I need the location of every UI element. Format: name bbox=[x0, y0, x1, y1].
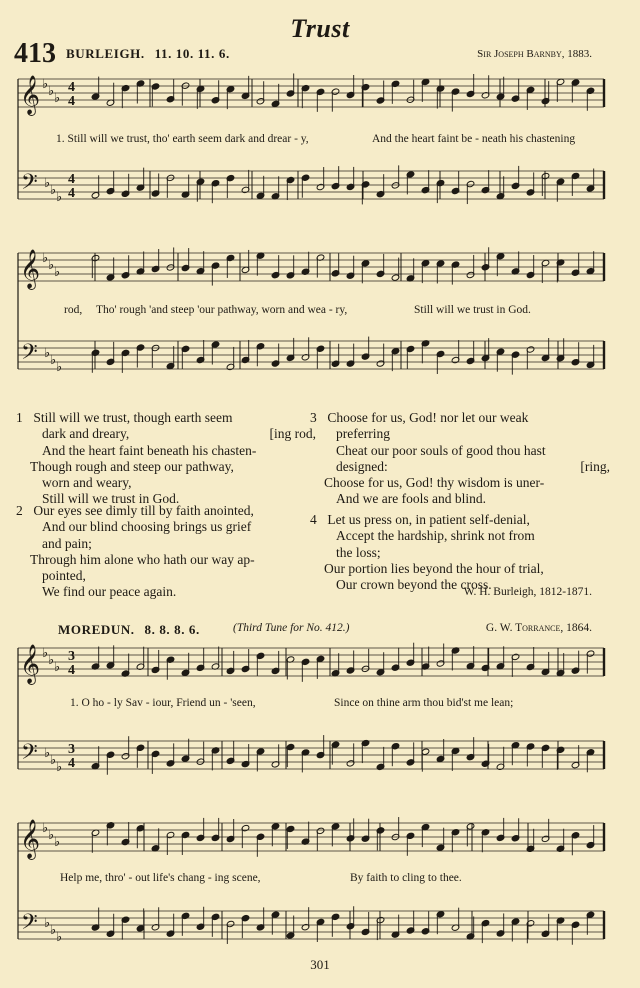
flat-icon: ♭ bbox=[44, 915, 51, 930]
bass-clef-icon: 𝄢 bbox=[21, 170, 38, 200]
tune2-underlay-1a: 1. O ho - ly Sav - iour, Friend un - 'seen, bbox=[70, 697, 256, 709]
time-signature: 4 bbox=[68, 172, 75, 187]
tune-meter: 11. 10. 11. 6. bbox=[154, 46, 230, 61]
tune2-name: MOREDUN. bbox=[58, 622, 135, 637]
stanza-line: the loss; bbox=[336, 544, 381, 560]
bass-clef-icon: 𝄢 bbox=[21, 340, 38, 370]
time-signature: 4 bbox=[68, 756, 75, 771]
bass-clef-icon: 𝄢 bbox=[21, 910, 38, 940]
stanza-line: Our portion lies beyond the hour of trial, bbox=[324, 560, 544, 576]
underlay-2a: rod, bbox=[64, 304, 83, 316]
time-signature: 4 bbox=[68, 186, 75, 201]
flat-icon: ♭ bbox=[54, 90, 61, 105]
stanza-line: Cheat our poor souls of good thou hast bbox=[336, 442, 546, 458]
stanza-line: Our crown beyond the cross. bbox=[336, 577, 492, 593]
underlay-2c: Still will we trust in God. bbox=[414, 304, 531, 316]
flat-icon: ♭ bbox=[54, 834, 61, 849]
flat-icon: ♭ bbox=[56, 189, 63, 204]
stanza-number: 2 bbox=[16, 503, 23, 518]
stanza-line: And the heart faint beneath his chasten- bbox=[42, 442, 257, 458]
stanza-line: worn and weary, bbox=[42, 475, 132, 491]
stanza-line: We find our peace again. bbox=[42, 584, 177, 600]
stanza-line: and pain; bbox=[42, 535, 92, 551]
stanza-number: 3 bbox=[310, 410, 317, 425]
flat-icon: ♭ bbox=[44, 175, 51, 190]
flat-icon: ♭ bbox=[50, 352, 57, 367]
stanza-line: dark and dreary, bbox=[42, 426, 130, 442]
flat-icon: ♭ bbox=[48, 83, 55, 98]
flat-icon: ♭ bbox=[42, 645, 49, 660]
stanza-line: Still will we trust, though earth seem bbox=[33, 410, 233, 425]
time-signature: 4 bbox=[68, 94, 75, 109]
stanza-line: Let us press on, in patient self-denial, bbox=[327, 512, 530, 527]
underlay-1b: And the heart faint be - neath his chastening bbox=[372, 133, 576, 145]
flat-icon: ♭ bbox=[48, 257, 55, 272]
stanza-line: [ring, bbox=[580, 458, 610, 474]
bass-clef-icon: 𝄢 bbox=[21, 740, 38, 770]
stanza-line: pointed, bbox=[42, 568, 86, 584]
time-signature: 4 bbox=[68, 80, 75, 95]
flat-icon: ♭ bbox=[42, 820, 49, 835]
flat-icon: ♭ bbox=[50, 182, 57, 197]
flat-icon: ♭ bbox=[56, 929, 63, 944]
stanza-number: 4 bbox=[310, 512, 317, 527]
stanza-number: 1 bbox=[16, 410, 23, 425]
tune2-underlay-2b: By faith to cling to thee. bbox=[350, 872, 462, 884]
flat-icon: ♭ bbox=[48, 827, 55, 842]
treble-clef-icon: 𝄞 bbox=[20, 644, 41, 684]
stanza-line: Though rough and steep our pathway, bbox=[30, 458, 234, 474]
flat-icon: ♭ bbox=[42, 76, 49, 91]
flat-icon: ♭ bbox=[54, 659, 61, 674]
flat-icon: ♭ bbox=[56, 759, 63, 774]
section-title: Trust bbox=[290, 14, 350, 43]
time-signature: 4 bbox=[68, 663, 75, 678]
stanza-line: Still will we trust in God. bbox=[42, 491, 180, 507]
stanza-line: Our eyes see dimly till by faith anointed, bbox=[33, 503, 254, 518]
stanza-line: Through him alone who hath our way ap- bbox=[30, 551, 255, 567]
time-signature: 3 bbox=[68, 742, 75, 757]
stanza-line: And we are fools and blind. bbox=[336, 491, 486, 507]
stanza-line: And our blind choosing brings us grief bbox=[42, 519, 252, 535]
page-number: 301 bbox=[310, 957, 330, 972]
stanza-line: designed: bbox=[336, 458, 388, 474]
composer-credit: Sir Joseph Barnby, 1883. bbox=[477, 48, 592, 60]
treble-clef-icon: 𝄞 bbox=[20, 75, 41, 115]
time-signature: 3 bbox=[68, 649, 75, 664]
flat-icon: ♭ bbox=[54, 264, 61, 279]
stanza-line: Choose for us, God! thy wisdom is uner- bbox=[324, 475, 545, 491]
tune2-underlay-2a: Help me, thro' - out life's chang - ing scene, bbox=[60, 872, 261, 884]
stanza-2 bbox=[16, 503, 316, 601]
stanza-1 bbox=[16, 410, 316, 508]
flat-icon: ♭ bbox=[44, 745, 51, 760]
flat-icon: ♭ bbox=[50, 922, 57, 937]
tune2-underlay-1b: Since on thine arm thou bid'st me lean; bbox=[334, 697, 514, 709]
flat-icon: ♭ bbox=[48, 652, 55, 667]
tune2-reference: (Third Tune for No. 412.) bbox=[233, 622, 350, 634]
stanza-line: Accept the hardship, shrink not from bbox=[336, 528, 535, 544]
stanza-3 bbox=[310, 410, 610, 508]
treble-clef-icon: 𝄞 bbox=[20, 819, 41, 859]
tune2-meter: 8. 8. 8. 6. bbox=[144, 622, 200, 637]
flat-icon: ♭ bbox=[56, 359, 63, 374]
stanza-line: preferring bbox=[336, 426, 390, 442]
stanza-line: [ing rod, bbox=[269, 426, 316, 442]
tune2-composer: G. W. Torrance, 1864. bbox=[485, 622, 592, 634]
treble-clef-icon: 𝄞 bbox=[20, 249, 41, 289]
underlay-2b: Tho' rough 'and steep 'our pathway, worn and wea - ry, bbox=[96, 304, 348, 316]
hymn-number: 413 bbox=[14, 38, 56, 69]
tune-name: BURLEIGH. bbox=[66, 46, 145, 61]
text-attribution: W. H. Burleigh, 1812-1871. bbox=[463, 586, 592, 598]
flat-icon: ♭ bbox=[44, 345, 51, 360]
stanza-line: Choose for us, God! nor let our weak bbox=[327, 410, 529, 425]
underlay-1a: 1. Still will we trust, tho' earth seem dark and drear - y, bbox=[56, 133, 309, 145]
flat-icon: ♭ bbox=[42, 250, 49, 265]
flat-icon: ♭ bbox=[50, 752, 57, 767]
stanza-4 bbox=[310, 512, 610, 593]
tune2-heading bbox=[58, 622, 200, 638]
